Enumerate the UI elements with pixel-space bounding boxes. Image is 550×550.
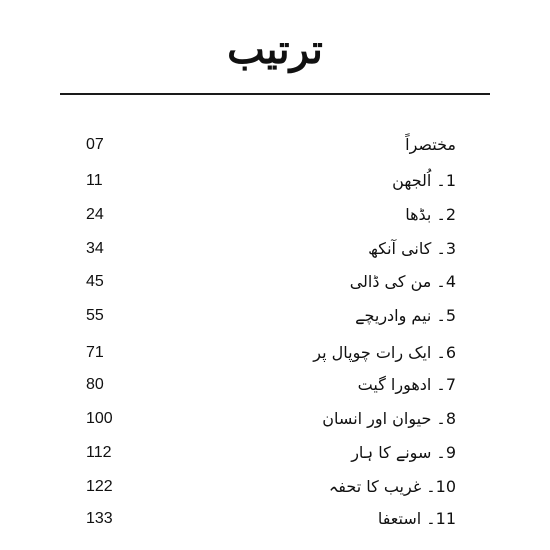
toc-page-number: 45 (86, 273, 104, 290)
toc-entry (0, 301, 550, 331)
toc-title: 2۔ بڈھا (405, 205, 456, 224)
toc-entry (0, 267, 550, 297)
toc-title: 4۔ من کی ڈالی (349, 272, 456, 291)
toc-page-number: 80 (86, 376, 104, 393)
toc-page-number: 34 (86, 240, 104, 257)
page-title: ترتیب (227, 26, 323, 73)
toc-title: 6۔ ایک رات چوپال پر (313, 343, 456, 362)
toc-title: 11۔ استعفا (377, 509, 456, 528)
toc-page-number: 07 (86, 136, 104, 153)
toc-page-number: 24 (86, 206, 104, 223)
toc-title: مختصراً (405, 135, 456, 154)
toc-entry (0, 438, 550, 468)
toc-entry (0, 404, 550, 434)
toc-title: 8۔ حیوان اور انسان (322, 409, 456, 428)
toc-title: 1۔ اُلجھن (392, 171, 456, 190)
toc-page-number: 133 (86, 510, 113, 527)
toc-title: 5۔ نیم وادریچے (355, 306, 456, 325)
toc-entry (0, 370, 550, 400)
toc-title: 7۔ ادھورا گیت (357, 375, 456, 394)
toc-page-number: 71 (86, 344, 104, 361)
toc-title: 3۔ کانی آنکھ (368, 239, 456, 258)
toc-page-number: 55 (86, 307, 104, 324)
toc-entry (0, 472, 550, 502)
toc-entry (0, 234, 550, 264)
toc-page-number: 11 (86, 172, 103, 189)
toc-entry (0, 200, 550, 230)
toc-entry (0, 166, 550, 196)
toc-title: 10۔ غریب کا تحفہ (328, 477, 456, 496)
toc-page-number: 112 (86, 444, 112, 461)
toc-entry (0, 130, 550, 160)
toc-page-number: 100 (86, 410, 113, 427)
toc-page-number: 122 (86, 478, 113, 495)
toc-title: 9۔ سونے کا ہار (351, 443, 456, 462)
toc-entry (0, 338, 550, 368)
toc-entry (0, 504, 550, 534)
